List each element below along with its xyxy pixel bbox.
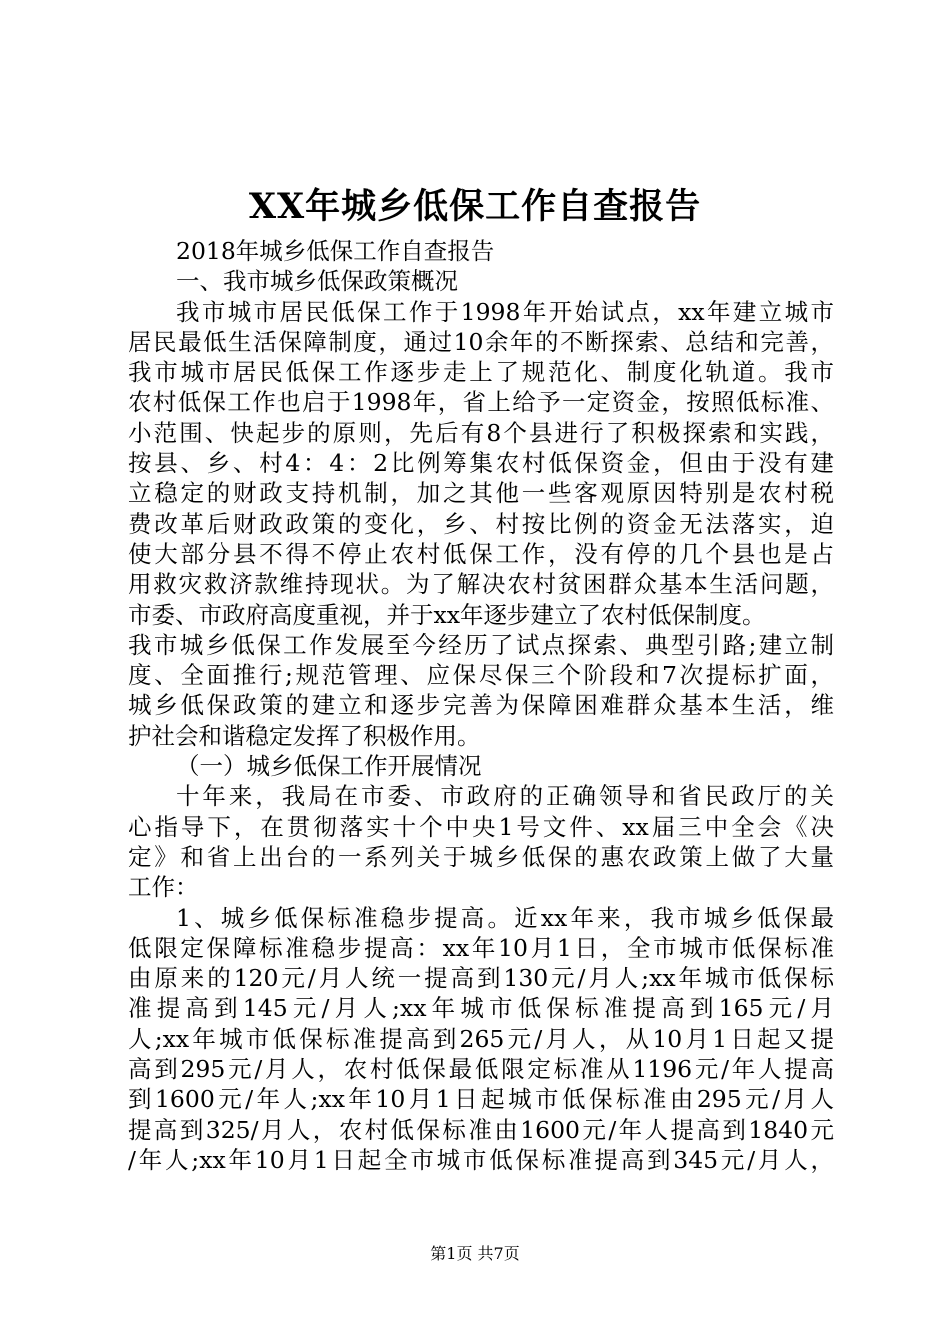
- body-line: 2018年城乡低保工作自查报告: [176, 237, 495, 265]
- body-line: 到1600元/年人;xx年10月1日起城市低保标准由295元/月人: [128, 1085, 834, 1114]
- body-line: 我市城市居民低保工作逐步走上了规范化、制度化轨道。我市: [128, 358, 834, 387]
- body-line: 准提高到145元/月人;xx年城市低保标准提高到165元/月: [128, 994, 834, 1023]
- body-line: 我市城市居民低保工作于1998年开始试点，xx年建立城市: [176, 297, 834, 326]
- document-body: [128, 236, 834, 1175]
- body-line: 立稳定的财政支持机制，加之其他一些客观原因特别是农村税: [128, 479, 834, 508]
- page-footer: 第1页 共7页: [430, 1244, 520, 1263]
- body-line: 1、城乡低保标准稳步提高。近xx年来，我市城乡低保最: [176, 903, 834, 932]
- body-line: 工作：: [128, 873, 199, 902]
- body-line: 市委、市政府高度重视，并于xx年逐步建立了农村低保制度。: [128, 600, 766, 629]
- body-line: 城乡低保政策的建立和逐步完善为保障困难群众基本生活，维: [128, 691, 834, 720]
- body-line: 十年来，我局在市委、市政府的正确领导和省民政厅的关: [176, 782, 834, 811]
- body-line: 护社会和谐稳定发挥了积极作用。: [128, 721, 481, 750]
- body-line: 一、我市城乡低保政策概况: [176, 267, 458, 296]
- body-line: 小范围、快起步的原则，先后有8个县进行了积极探索和实践，: [128, 418, 834, 447]
- body-line: 人;xx年城市低保标准提高到265元/月人，从10月1日起又提: [128, 1024, 834, 1053]
- body-line: 农村低保工作也启于1998年，省上给予一定资金，按照低标准、: [128, 388, 834, 417]
- body-line: 定》和省上出台的一系列关于城乡低保的惠农政策上做了大量: [128, 842, 834, 871]
- body-line: 我市城乡低保工作发展至今经历了试点探索、典型引路;建立制: [128, 630, 834, 659]
- body-line: 按县、乡、村4：4：2比例筹集农村低保资金，但由于没有建: [128, 449, 834, 478]
- body-line: /年人;xx年10月1日起全市城市低保标准提高到345元/月人，: [128, 1145, 834, 1174]
- body-line: 心指导下，在贯彻落实十个中央1号文件、xx届三中全会《决: [128, 812, 834, 841]
- body-line: 度、全面推行;规范管理、应保尽保三个阶段和7次提标扩面，: [128, 661, 834, 690]
- body-line: 提高到325/月人，农村低保标准由1600元/年人提高到1840元: [128, 1115, 834, 1144]
- document-title: XX年城乡低保工作自查报告: [248, 186, 702, 227]
- body-line: 用救灾救济款维持现状。为了解决农村贫困群众基本生活问题，: [128, 570, 834, 599]
- body-line: 费改革后财政政策的变化，乡、村按比例的资金无法落实，迫: [128, 509, 834, 538]
- body-line: （一）城乡低保工作开展情况: [176, 752, 482, 781]
- body-line: 使大部分县不得不停止农村低保工作，没有停的几个县也是占: [128, 539, 834, 568]
- body-line: 低限定保障标准稳步提高：xx年10月1日，全市城市低保标准: [128, 933, 834, 962]
- body-line: 高到295元/月人，农村低保最低限定标准从1196元/年人提高: [128, 1055, 834, 1084]
- body-line: 居民最低生活保障制度，通过10余年的不断探索、总结和完善，: [128, 327, 834, 356]
- body-line: 由原来的120元/月人统一提高到130元/月人;xx年城市低保标: [128, 964, 834, 993]
